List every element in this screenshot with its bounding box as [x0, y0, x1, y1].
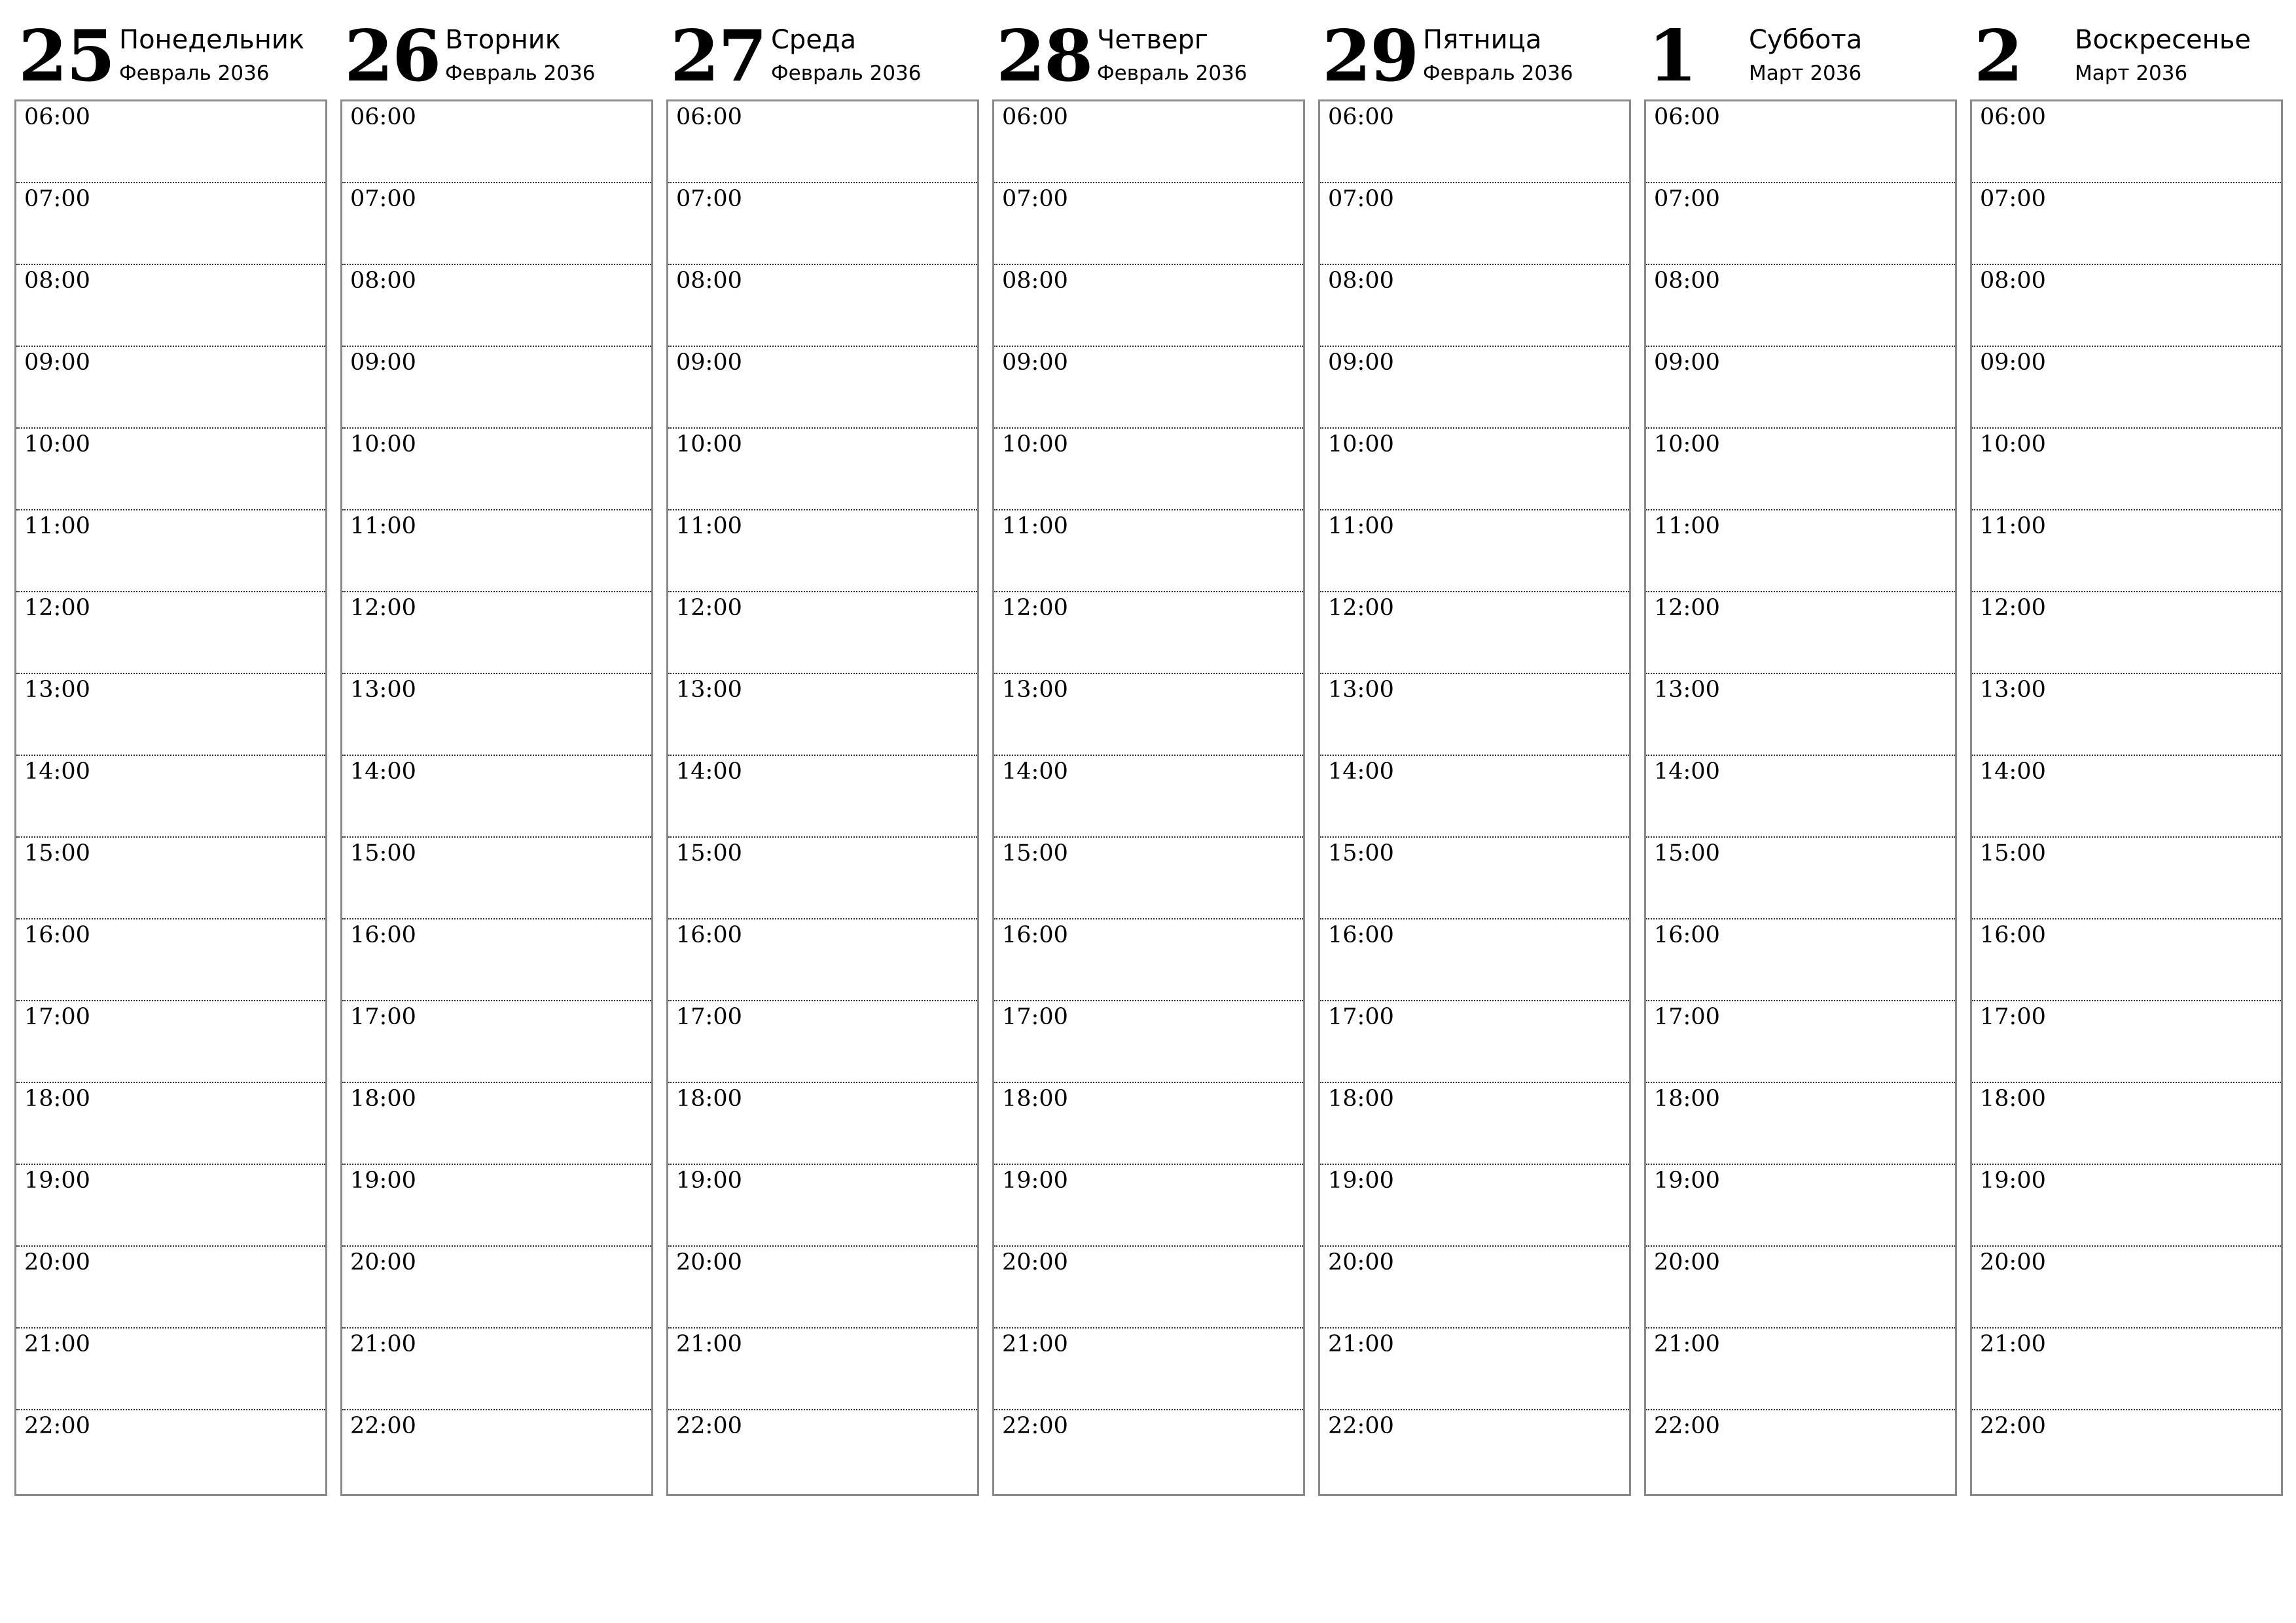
- time-label: 22:00: [1980, 1413, 2046, 1439]
- time-label: 12:00: [1002, 595, 1068, 621]
- time-slot[interactable]: [1972, 674, 2281, 756]
- time-label: 15:00: [1980, 840, 2046, 866]
- time-label: 07:00: [24, 186, 90, 212]
- time-slot[interactable]: [1972, 347, 2281, 429]
- time-label: 21:00: [676, 1331, 742, 1357]
- time-slot[interactable]: [1320, 1247, 1629, 1329]
- time-label: 17:00: [676, 1004, 742, 1030]
- time-slot[interactable]: [994, 1165, 1303, 1247]
- hour-grid: [1318, 99, 1631, 1496]
- time-slot[interactable]: [1972, 510, 2281, 592]
- weekday-name: Среда: [771, 25, 857, 55]
- time-slot[interactable]: [994, 838, 1303, 919]
- time-label: 12:00: [1328, 595, 1394, 621]
- time-label: 18:00: [676, 1086, 742, 1112]
- day-number: 29: [1322, 15, 1418, 98]
- time-slot[interactable]: [1972, 1165, 2281, 1247]
- hour-grid: [1644, 99, 1957, 1496]
- time-label: 13:00: [350, 677, 416, 703]
- time-label: 15:00: [350, 840, 416, 866]
- time-label: 21:00: [1002, 1331, 1068, 1357]
- time-label: 09:00: [350, 349, 416, 376]
- time-slot[interactable]: [994, 183, 1303, 265]
- time-label: 07:00: [1654, 186, 1720, 212]
- time-slot[interactable]: [1320, 592, 1629, 674]
- time-label: 16:00: [24, 922, 90, 948]
- time-label: 06:00: [1980, 104, 2046, 130]
- time-slot[interactable]: [342, 1247, 651, 1329]
- time-slot[interactable]: [994, 1083, 1303, 1165]
- time-slot[interactable]: [1972, 1001, 2281, 1083]
- time-slot[interactable]: [1646, 919, 1955, 1001]
- time-slot[interactable]: [994, 1329, 1303, 1410]
- time-slot[interactable]: [668, 1329, 977, 1410]
- time-label: 10:00: [1980, 431, 2046, 457]
- time-label: 21:00: [1328, 1331, 1394, 1357]
- time-label: 13:00: [1980, 677, 2046, 703]
- time-label: 09:00: [24, 349, 90, 376]
- time-slot[interactable]: [342, 1001, 651, 1083]
- time-label: 06:00: [1654, 104, 1720, 130]
- time-label: 19:00: [1002, 1168, 1068, 1194]
- time-slot[interactable]: [16, 1083, 325, 1165]
- time-slot[interactable]: [1646, 674, 1955, 756]
- day-header: [1318, 0, 1631, 99]
- time-label: 13:00: [1654, 677, 1720, 703]
- time-slot[interactable]: [1972, 183, 2281, 265]
- time-slot[interactable]: [1972, 1329, 2281, 1410]
- time-slot[interactable]: [1320, 510, 1629, 592]
- time-slot[interactable]: [1646, 265, 1955, 347]
- time-label: 07:00: [1328, 186, 1394, 212]
- time-label: 09:00: [1328, 349, 1394, 376]
- time-slot[interactable]: [16, 919, 325, 1001]
- time-label: 19:00: [350, 1168, 416, 1194]
- day-header: [14, 0, 327, 99]
- day-header: [666, 0, 979, 99]
- time-slot[interactable]: [342, 101, 651, 183]
- day-column: [1970, 0, 2283, 1439]
- time-label: 19:00: [24, 1168, 90, 1194]
- time-slot[interactable]: [668, 756, 977, 838]
- time-slot[interactable]: [994, 510, 1303, 592]
- time-slot[interactable]: [1972, 101, 2281, 183]
- time-label: 22:00: [1002, 1413, 1068, 1439]
- time-slot[interactable]: [16, 510, 325, 592]
- hour-grid: [1970, 99, 2283, 1496]
- time-label: 08:00: [676, 268, 742, 294]
- time-label: 06:00: [24, 104, 90, 130]
- time-label: 18:00: [1002, 1086, 1068, 1112]
- time-label: 22:00: [24, 1413, 90, 1439]
- time-label: 15:00: [676, 840, 742, 866]
- time-label: 14:00: [1002, 758, 1068, 785]
- time-label: 11:00: [676, 513, 742, 539]
- time-label: 11:00: [1654, 513, 1720, 539]
- time-slot[interactable]: [1646, 183, 1955, 265]
- time-slot[interactable]: [994, 265, 1303, 347]
- time-slot[interactable]: [1646, 1001, 1955, 1083]
- time-slot[interactable]: [1646, 756, 1955, 838]
- time-label: 18:00: [1980, 1086, 2046, 1112]
- time-label: 22:00: [1328, 1413, 1394, 1439]
- time-slot[interactable]: [342, 429, 651, 510]
- time-slot[interactable]: [668, 1001, 977, 1083]
- time-label: 08:00: [1002, 268, 1068, 294]
- time-slot[interactable]: [1320, 1410, 1629, 1492]
- time-slot[interactable]: [668, 674, 977, 756]
- time-label: 06:00: [1002, 104, 1068, 130]
- time-label: 10:00: [676, 431, 742, 457]
- time-label: 22:00: [676, 1413, 742, 1439]
- time-label: 17:00: [1980, 1004, 2046, 1030]
- month-year: Март 2036: [2075, 62, 2188, 85]
- time-label: 14:00: [1980, 758, 2046, 785]
- time-label: 16:00: [1328, 922, 1394, 948]
- time-slot[interactable]: [994, 101, 1303, 183]
- time-slot[interactable]: [16, 1165, 325, 1247]
- day-number: 2: [1974, 15, 2022, 98]
- time-slot[interactable]: [1320, 1165, 1629, 1247]
- time-label: 06:00: [1328, 104, 1394, 130]
- time-label: 08:00: [1328, 268, 1394, 294]
- time-slot[interactable]: [668, 265, 977, 347]
- time-label: 10:00: [1002, 431, 1068, 457]
- time-label: 12:00: [1654, 595, 1720, 621]
- time-slot[interactable]: [1972, 1083, 2281, 1165]
- time-label: 11:00: [1328, 513, 1394, 539]
- time-slot[interactable]: [16, 838, 325, 919]
- time-slot[interactable]: [1972, 1410, 2281, 1492]
- hour-grid: [14, 99, 327, 1496]
- time-label: 10:00: [350, 431, 416, 457]
- weekday-name: Понедельник: [119, 25, 305, 55]
- time-label: 17:00: [1328, 1004, 1394, 1030]
- month-year: Февраль 2036: [119, 62, 270, 85]
- time-label: 14:00: [1654, 758, 1720, 785]
- time-slot[interactable]: [1320, 1083, 1629, 1165]
- time-slot[interactable]: [1646, 1410, 1955, 1492]
- time-slot[interactable]: [342, 592, 651, 674]
- time-label: 10:00: [1328, 431, 1394, 457]
- time-slot[interactable]: [342, 1165, 651, 1247]
- time-label: 19:00: [1654, 1168, 1720, 1194]
- time-slot[interactable]: [342, 674, 651, 756]
- day-number: 26: [344, 15, 440, 98]
- time-label: 15:00: [24, 840, 90, 866]
- time-label: 10:00: [1654, 431, 1720, 457]
- day-header: [1644, 0, 1957, 99]
- time-slot[interactable]: [16, 183, 325, 265]
- day-header: [340, 0, 653, 99]
- day-column: [1318, 0, 1631, 1439]
- time-slot[interactable]: [994, 1001, 1303, 1083]
- time-slot[interactable]: [16, 1329, 325, 1410]
- time-label: 12:00: [24, 595, 90, 621]
- time-slot[interactable]: [1972, 838, 2281, 919]
- time-slot[interactable]: [668, 510, 977, 592]
- time-label: 21:00: [24, 1331, 90, 1357]
- time-slot[interactable]: [1320, 265, 1629, 347]
- time-slot[interactable]: [342, 838, 651, 919]
- time-label: 13:00: [1328, 677, 1394, 703]
- time-label: 21:00: [350, 1331, 416, 1357]
- time-label: 12:00: [350, 595, 416, 621]
- time-slot[interactable]: [16, 1247, 325, 1329]
- month-year: Февраль 2036: [445, 62, 596, 85]
- time-slot[interactable]: [1320, 1329, 1629, 1410]
- time-label: 15:00: [1002, 840, 1068, 866]
- time-slot[interactable]: [1972, 265, 2281, 347]
- time-slot[interactable]: [1320, 838, 1629, 919]
- time-slot[interactable]: [994, 347, 1303, 429]
- time-label: 22:00: [350, 1413, 416, 1439]
- time-label: 18:00: [350, 1086, 416, 1112]
- time-slot[interactable]: [994, 674, 1303, 756]
- time-label: 10:00: [24, 431, 90, 457]
- time-label: 19:00: [1980, 1168, 2046, 1194]
- time-slot[interactable]: [342, 919, 651, 1001]
- time-slot[interactable]: [342, 756, 651, 838]
- time-slot[interactable]: [1646, 1083, 1955, 1165]
- time-slot[interactable]: [1972, 429, 2281, 510]
- time-slot[interactable]: [1972, 756, 2281, 838]
- time-label: 19:00: [676, 1168, 742, 1194]
- time-slot[interactable]: [16, 429, 325, 510]
- time-slot[interactable]: [16, 347, 325, 429]
- time-label: 09:00: [1002, 349, 1068, 376]
- time-label: 20:00: [350, 1249, 416, 1275]
- time-label: 08:00: [350, 268, 416, 294]
- day-number: 25: [18, 15, 115, 98]
- time-label: 14:00: [676, 758, 742, 785]
- time-label: 21:00: [1654, 1331, 1720, 1357]
- time-slot[interactable]: [342, 265, 651, 347]
- time-slot[interactable]: [668, 1247, 977, 1329]
- day-column: [666, 0, 979, 1439]
- time-slot[interactable]: [1320, 674, 1629, 756]
- month-year: Февраль 2036: [1423, 62, 1573, 85]
- time-label: 15:00: [1328, 840, 1394, 866]
- time-label: 16:00: [676, 922, 742, 948]
- time-label: 20:00: [1980, 1249, 2046, 1275]
- time-slot[interactable]: [668, 919, 977, 1001]
- time-label: 20:00: [1002, 1249, 1068, 1275]
- time-slot[interactable]: [342, 183, 651, 265]
- time-label: 13:00: [676, 677, 742, 703]
- hour-grid: [992, 99, 1305, 1496]
- time-slot[interactable]: [668, 347, 977, 429]
- time-label: 08:00: [1980, 268, 2046, 294]
- time-label: 16:00: [350, 922, 416, 948]
- time-label: 19:00: [1328, 1168, 1394, 1194]
- day-number: 27: [670, 15, 766, 98]
- time-label: 09:00: [676, 349, 742, 376]
- time-slot[interactable]: [668, 101, 977, 183]
- time-slot[interactable]: [1646, 838, 1955, 919]
- day-column: [992, 0, 1305, 1439]
- time-label: 15:00: [1654, 840, 1720, 866]
- time-label: 12:00: [1980, 595, 2046, 621]
- time-slot[interactable]: [994, 756, 1303, 838]
- time-slot[interactable]: [1646, 592, 1955, 674]
- month-year: Февраль 2036: [1097, 62, 1247, 85]
- time-label: 17:00: [24, 1004, 90, 1030]
- time-label: 09:00: [1980, 349, 2046, 376]
- time-label: 08:00: [24, 268, 90, 294]
- time-label: 11:00: [1980, 513, 2046, 539]
- time-label: 12:00: [676, 595, 742, 621]
- time-slot[interactable]: [342, 510, 651, 592]
- time-slot[interactable]: [16, 592, 325, 674]
- time-slot[interactable]: [1320, 183, 1629, 265]
- time-label: 20:00: [24, 1249, 90, 1275]
- time-slot[interactable]: [1646, 510, 1955, 592]
- time-slot[interactable]: [16, 101, 325, 183]
- time-label: 07:00: [1002, 186, 1068, 212]
- time-label: 14:00: [350, 758, 416, 785]
- time-slot[interactable]: [994, 429, 1303, 510]
- time-slot[interactable]: [668, 838, 977, 919]
- time-slot[interactable]: [342, 1083, 651, 1165]
- time-label: 14:00: [1328, 758, 1394, 785]
- time-slot[interactable]: [668, 1165, 977, 1247]
- time-slot[interactable]: [1646, 1165, 1955, 1247]
- time-label: 11:00: [350, 513, 416, 539]
- time-slot[interactable]: [1646, 429, 1955, 510]
- time-label: 17:00: [1002, 1004, 1068, 1030]
- time-label: 22:00: [1654, 1413, 1720, 1439]
- time-slot[interactable]: [994, 919, 1303, 1001]
- day-column: [340, 0, 653, 1439]
- time-slot[interactable]: [994, 592, 1303, 674]
- day-header: [992, 0, 1305, 99]
- hour-grid: [340, 99, 653, 1496]
- time-label: 07:00: [350, 186, 416, 212]
- time-label: 13:00: [24, 677, 90, 703]
- time-label: 14:00: [24, 758, 90, 785]
- time-slot[interactable]: [1972, 919, 2281, 1001]
- time-slot[interactable]: [16, 756, 325, 838]
- weekday-name: Четверг: [1097, 25, 1208, 55]
- time-slot[interactable]: [668, 1410, 977, 1492]
- time-slot[interactable]: [994, 1410, 1303, 1492]
- time-label: 18:00: [1328, 1086, 1394, 1112]
- day-header: [1970, 0, 2283, 99]
- time-slot[interactable]: [994, 1247, 1303, 1329]
- time-label: 16:00: [1002, 922, 1068, 948]
- time-slot[interactable]: [1646, 1329, 1955, 1410]
- time-label: 16:00: [1654, 922, 1720, 948]
- time-label: 07:00: [676, 186, 742, 212]
- time-slot[interactable]: [668, 183, 977, 265]
- time-slot[interactable]: [1646, 347, 1955, 429]
- time-slot[interactable]: [668, 429, 977, 510]
- hour-grid: [666, 99, 979, 1496]
- time-label: 11:00: [24, 513, 90, 539]
- time-label: 20:00: [1328, 1249, 1394, 1275]
- time-label: 07:00: [1980, 186, 2046, 212]
- time-label: 08:00: [1654, 268, 1720, 294]
- time-slot[interactable]: [1320, 429, 1629, 510]
- time-slot[interactable]: [342, 347, 651, 429]
- time-label: 11:00: [1002, 513, 1068, 539]
- time-slot[interactable]: [1972, 592, 2281, 674]
- time-slot[interactable]: [1320, 101, 1629, 183]
- time-slot[interactable]: [1972, 1247, 2281, 1329]
- time-slot[interactable]: [1320, 756, 1629, 838]
- time-slot[interactable]: [1320, 1001, 1629, 1083]
- time-label: 06:00: [676, 104, 742, 130]
- time-slot[interactable]: [342, 1410, 651, 1492]
- time-label: 06:00: [350, 104, 416, 130]
- weekday-name: Вторник: [445, 25, 561, 55]
- time-slot[interactable]: [1320, 347, 1629, 429]
- weekday-name: Пятница: [1423, 25, 1542, 55]
- time-slot[interactable]: [342, 1329, 651, 1410]
- time-label: 16:00: [1980, 922, 2046, 948]
- weekday-name: Суббота: [1749, 25, 1863, 55]
- time-slot[interactable]: [16, 1410, 325, 1492]
- time-slot[interactable]: [1646, 101, 1955, 183]
- time-label: 18:00: [24, 1086, 90, 1112]
- day-number: 1: [1648, 15, 1696, 98]
- time-slot[interactable]: [1646, 1247, 1955, 1329]
- weekday-name: Воскресенье: [2075, 25, 2251, 55]
- time-label: 17:00: [1654, 1004, 1720, 1030]
- time-label: 17:00: [350, 1004, 416, 1030]
- month-year: Февраль 2036: [771, 62, 922, 85]
- time-slot[interactable]: [668, 1083, 977, 1165]
- time-label: 21:00: [1980, 1331, 2046, 1357]
- day-column: [1644, 0, 1957, 1439]
- time-slot[interactable]: [668, 592, 977, 674]
- time-label: 20:00: [1654, 1249, 1720, 1275]
- time-slot[interactable]: [1320, 919, 1629, 1001]
- day-column: [14, 0, 327, 1439]
- day-number: 28: [996, 15, 1092, 98]
- time-label: 09:00: [1654, 349, 1720, 376]
- time-label: 18:00: [1654, 1086, 1720, 1112]
- month-year: Март 2036: [1749, 62, 1862, 85]
- time-slot[interactable]: [16, 1001, 325, 1083]
- time-slot[interactable]: [16, 674, 325, 756]
- time-label: 13:00: [1002, 677, 1068, 703]
- time-slot[interactable]: [16, 265, 325, 347]
- time-label: 20:00: [676, 1249, 742, 1275]
